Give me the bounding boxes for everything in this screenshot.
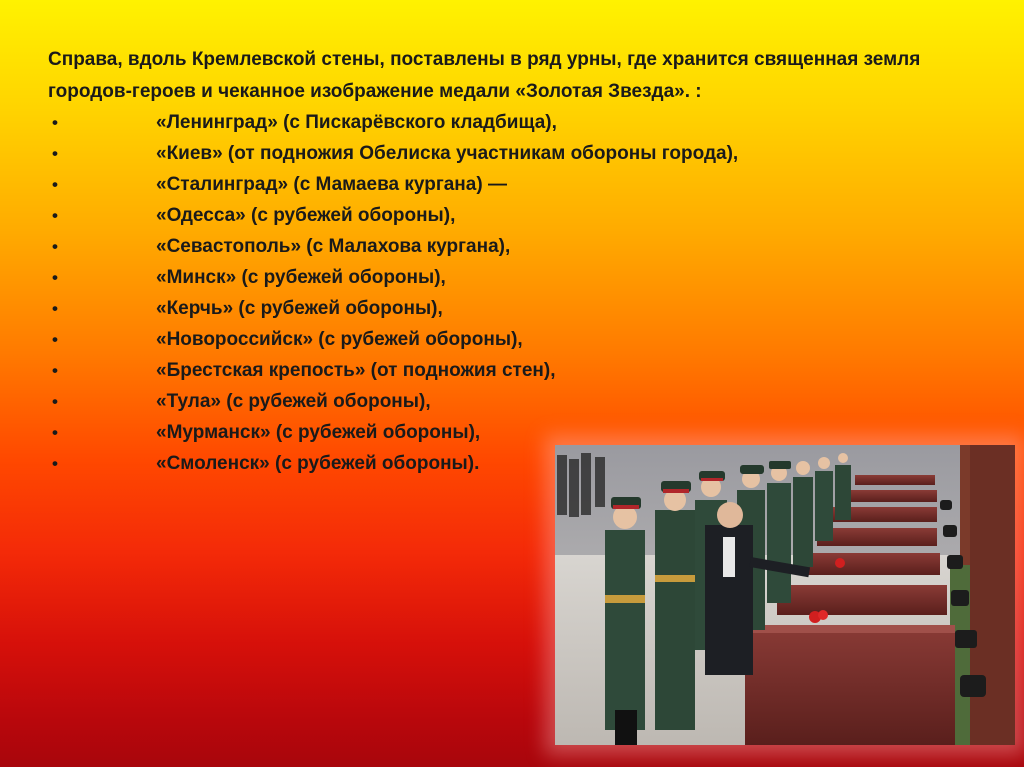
list-item-text: «Смоленск» (с рубежей обороны).	[156, 452, 480, 474]
list-item	[48, 138, 948, 169]
list-item	[48, 107, 948, 138]
list-item-text: «Новороссийск» (с рубежей обороны),	[156, 328, 523, 350]
list-item	[48, 293, 948, 324]
list-item	[48, 231, 948, 262]
bullet-icon: •	[52, 174, 58, 194]
list-item-text: «Минск» (с рубежей обороны),	[156, 266, 446, 288]
bullet-icon: •	[52, 391, 58, 411]
list-item-text: «Керчь» (с рубежей обороны),	[156, 297, 443, 319]
city-list	[48, 107, 948, 479]
bullet-icon: •	[52, 205, 58, 225]
bullet-icon: •	[52, 112, 58, 132]
intro-paragraph: Справа, вдоль Кремлевской стены, поставлены в ряд урны, где хранится священная земля городов-героев и чеканное изображение медали «Золотая Звезда». :	[48, 49, 921, 102]
bullet-icon: •	[52, 329, 58, 349]
bullet-icon: •	[52, 298, 58, 318]
list-item-text: «Киев» (от подножия Обелиска участникам обороны города),	[156, 142, 739, 164]
bullet-icon: •	[52, 453, 58, 473]
list-item	[48, 200, 948, 231]
list-item-text: «Брестская крепость» (от подножия стен),	[156, 359, 556, 381]
list-item	[48, 324, 948, 355]
list-item	[48, 169, 948, 200]
bullet-icon: •	[52, 236, 58, 256]
list-item	[48, 417, 948, 448]
list-item-text: «Одесса» (с рубежей обороны),	[156, 204, 456, 226]
ceremony-illustration	[555, 445, 1015, 745]
ceremony-photo	[555, 445, 1015, 745]
bullet-icon: •	[52, 422, 58, 442]
list-item-text: «Тула» (с рубежей обороны),	[156, 390, 431, 412]
bullet-icon: •	[52, 267, 58, 287]
bullet-icon: •	[52, 360, 58, 380]
list-item-text: «Севастополь» (с Малахова кургана),	[156, 235, 511, 257]
list-item-text: «Ленинград» (с Пискарёвского кладбища),	[156, 111, 557, 133]
list-item	[48, 355, 948, 386]
bullet-icon: •	[52, 143, 58, 163]
list-item-text: «Сталинград» (с Мамаева кургана) —	[156, 173, 507, 195]
text-block	[48, 44, 948, 479]
list-item	[48, 386, 948, 417]
list-item-text: «Мурманск» (с рубежей обороны),	[156, 421, 481, 443]
list-item	[48, 262, 948, 293]
